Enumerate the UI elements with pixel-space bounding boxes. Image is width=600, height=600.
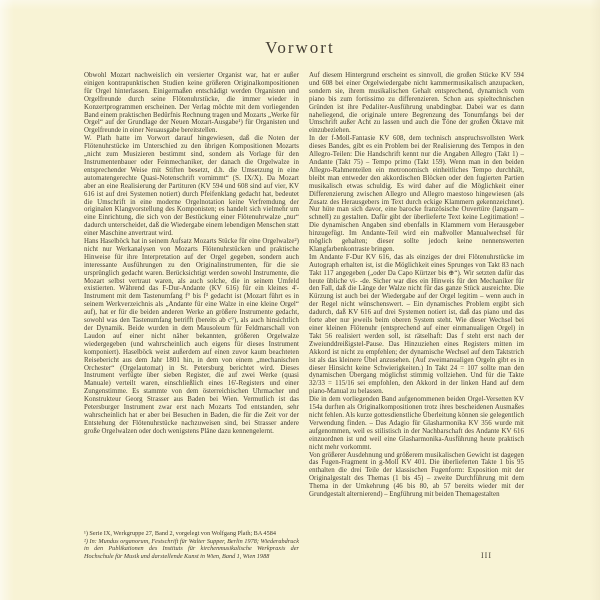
footnote-2: ²) In: Mundus organorum, Festschrift für Walter Supper, Berlin 1978; Wiederabdruck in den Publikationen des Instituts für kirchenmusikalische Werkpraxis der Hochschule für Musik und darstellende Kunst in Wien, Band 1, Wien 1988 [84,537,299,560]
footnotes [84,530,299,560]
paragraph: Obwohl Mozart nachweislich ein versierter Organist war, hat er außer einigen kontrapunktischen Studien keine größeren Originalkompositionen für Orgel hinterlassen. Einigermaßen entschädigt werden Organisten und Orgelfreunde durch seine Flötenuhrstücke, die immer wieder in Konzertprogrammen erscheinen. Der Verlag möchte mit dem vorliegenden Band einem praktischen Bedürfnis Rechnung tragen und Mozarts „Werke für Orgel“ auf der Grundlage der Neuen Mozart-Ausgabe¹) für Organisten und Orgelfreunde in einer Neuausgabe bereitstellen. [84,72,299,135]
text-columns [0,57,600,560]
right-column [309,72,524,560]
page-title: Vorwort [265,38,335,57]
page-number: III [481,551,492,561]
left-column [84,72,299,560]
paragraph: Auf diesem Hintergrund erscheint es sinnvoll, die großen Stücke KV 594 und 608 bei einer Orgelwiedergabe nicht kammermusikalisch anzupacken, sondern sie, ihrem musikalischen Gehalt entsprechend, dynamisch vom piano bis zum fortissimo zu differenzieren. Schon aus spieltechnischen Gründen ist ihre Pedaliter-Ausführung unabdingbar. Dabei war es dann naheliegend, die originale untere Begrenzung des Tonumfangs bei der Umschrift außer Acht zu lassen und auch die Töne der großen Oktave mit einzubeziehen. [309,72,524,135]
paragraph: Von größerer Ausdehnung und größerem musikalischen Gewicht ist dagegen das Fugen-Fragment in g-Moll KV 401. Die überlieferten Takte 1 bis 95 enthalten die drei Teile der klassischen Fugenform: Exposition mit der Originalgestalt des Themas (1 bis 45) – zweite Durchführung mit dem Thema in der Umkehrung (46 bis 80, ab 57 bereits wieder mit der Grundgestalt alternierend) – Engführung mit beiden Themagestalten [309,451,524,499]
paragraph: Die in dem vorliegenden Band aufgenommenen beiden Orgel-Versetten KV 154a durften als Originalkompositionen trotz ihres bescheidenen Ausmaßes nicht fehlen. Als kurze gottesdienstliche Überleitung können sie gelegentlich Verwendung finden. – Das Adagio für Glasharmonika KV 356 wurde mit aufgenommen, weil es stilistisch in der Nachbarschaft des Andante KV 616 einzuordnen ist und weil eine Glasharmonika-Ausführung heute praktisch nicht mehr vorkommt. [309,396,524,451]
paragraph: W. Plath hatte im Vorwort darauf hingewiesen, daß die Noten der Flötenuhrstücke im Unterschied zu den übrigen Kompositionen Mozarts „nicht zum Musizieren bestimmt sind, sondern als Vorlage für den Instrumentenbauer oder Feinmechaniker, der danach die Orgelwalze in entsprechender Weise mit Stiften besetzt, d.h. die Umsetzung in eine automatengerechte Quasi-Notenschrift vornimmt“ (S. IX/X). Da Mozart aber an eine Realisierung der Partituren (KV 594 und 608 sind auf vier, KV 616 ist auf drei Systemen notiert) durch Pfeifenklang gedacht hat, bedeutet die Umschrift in eine moderne Orgelnotation keine Verfremdung der originalen Klangvorstellung des Komponisten; es handelt sich vielmehr um eine Einrichtung, die sich von der Bestückung einer Flötenuhrwalze „nur“ dadurch unterscheidet, daß die Wiedergabe einem lebendigen Menschen statt einer Maschine anvertraut wird. [84,135,299,238]
paragraph: In der f-Moll-Fantasie KV 608, dem technisch anspruchsvollsten Werk dieses Bandes, gibt es ein Problem bei der Realisierung des Tempos in den Allegro-Teilen: Die Handschrift kennt nur die Angaben Allegro (Takt 1) – Andante (Takt 75) – Tempo primo (Takt 159). Wenn man in den beiden Allegro-Rahmenteilen ein metronomisch einheitliches Tempo durchhält, bleibt man entweder den akkordischen Blöcken oder den fugierten Partien musikalisch etwas schuldig. Es wird daher auf die Möglichkeit einer Differenzierung zwischen Allegro und Allegro maestoso hingewiesen (als Zusatz des Herausgebers im Text durch eckige Klammern gekennzeichnet). Nur hüte man sich davor, eine barocke französische Ouvertüre (langsam – schnell) zu gestalten. Dafür gibt der überlieferte Text keine Legitimation! – Die dynamischen Angaben sind ebenfalls in Klammern vom Herausgeber hinzugefügt. Im Andante-Teil wird ein maßvoller Manualwechsel für möglich gehalten; dieser sollte jedoch keine nennenswerten Klangfarbenkontraste bringen. [309,135,524,253]
paragraph: Hans Haselböck hat in seinem Aufsatz Mozarts Stücke für eine Orgelwalze²) nicht nur Werkanalysen von Mozarts Flötenuhrstücken und praktische Hinweise für ihre Interpretation auf der Orgel gegeben, sondern auch interessante Ausführungen zu den Originalinstrumenten, für die sie ursprünglich gedacht waren. Berücksichtigt werden sowohl Instrumente, die Mozart selbst vertraut waren, als auch solche, die in seinem Umfeld existierten. Während das F-Dur-Andante (KV 616) für ein kleines 4'-Instrument mit dem Tastenumfang f° bis f³ gedacht ist (Mozart führt es in seinem Werkverzeichnis als „Andante für eine Walze in eine kleine Orgel“ auf), hat er für die beiden anderen Werke an größere Instrumente gedacht, sowohl was den Tastenumfang betrifft (bereits ab c°), als auch hinsichtlich der Dynamik. Beide wurden in dem Mausoleum für Feldmarschall von Laudon auf einer nicht näher bekannten, größeren Orgelwalze wiedergegeben (und wahrscheinlich auch eigens für dieses Instrument komponiert). Haselböck weist außerdem auf einen zuvor kaum beachteten Reisebericht aus dem Jahr 1801 hin, in dem von einem „mechanischen Orchester“ (Orgelautomat) in St. Petersburg berichtet wird. Dieses Instrument verfügte über sieben Register, die auf zwei Werke (quasi Manuale) verteilt waren, einschließlich eines 16'-Registers und einer Zungenstimme. Es stammte von dem österreichischen Uhrmacher und Konstrukteur Georg Strasser aus Baden bei Wien. Vermutlich ist das Petersburger Instrument zwar erst nach Mozarts Tod entstanden, sehr wahrscheinlich hat er aber bei Besuchen in Baden, die für die Zeit vor der Entstehung der Flötenuhrstücke nachzuweisen sind, bei Strasser andere große Orgelwalzen oder doch wenigstens Pläne dazu kennengelernt. [84,238,299,435]
footnote-1: ¹) Serie IX, Werkgruppe 27, Band 2, vorgelegt von Wolfgang Plath; BA 4584 [84,530,277,538]
paragraph: Im Andante F-Dur KV 616, das als einziges der drei Flötenuhrstücke im Autograph erhalten ist, ist die Möglichkeit eines Sprunges von Takt 83 nach Takt 117 angegeben („oder Da Capo Kürtzer bis ⊕“). Wir setzten dafür das heute übliche vi- -de. Sicher war dies ein Hinweis für den Mechaniker für den Fall, daß die Länge der Walze nicht für das ganze Stück ausreichte. Die Kürzung ist auch bei der Wiedergabe auf der Orgel legitim – wenn auch in der Regel nicht wünschenswert. – Ein dynamisches Problem ergibt sich dadurch, daß KV 616 auf drei Systemen notiert ist, daß das piano und das forte aber nur jeweils beim oberen System steht. Wie dieser Wechsel bei einer kleinen Flötenuhr (entsprechend auf einer einmanualigen Orgel) in Takt 56 realisiert werden soll, ist rätselhaft: Das f steht erst nach der Zweiunddreißigstel-Pause. Das Hinzuziehen eines Registers mitten im Akkord ist nicht zu empfehlen; der dynamische Wechsel auf dem Taktstrich ist als das kleinere Übel anzusehen. (Auf zweimanualigen Orgeln gibt es in dieser Hinsicht keine Schwierigkeiten.) In Takt 24 = 107 sollte man den dynamischen Übergang möglichst stimmig vollziehen. Und für die Takte 32/33 = 115/16 sei empfohlen, den Akkord in der linken Hand auf dem piano-Manual zu belassen. [309,253,524,396]
